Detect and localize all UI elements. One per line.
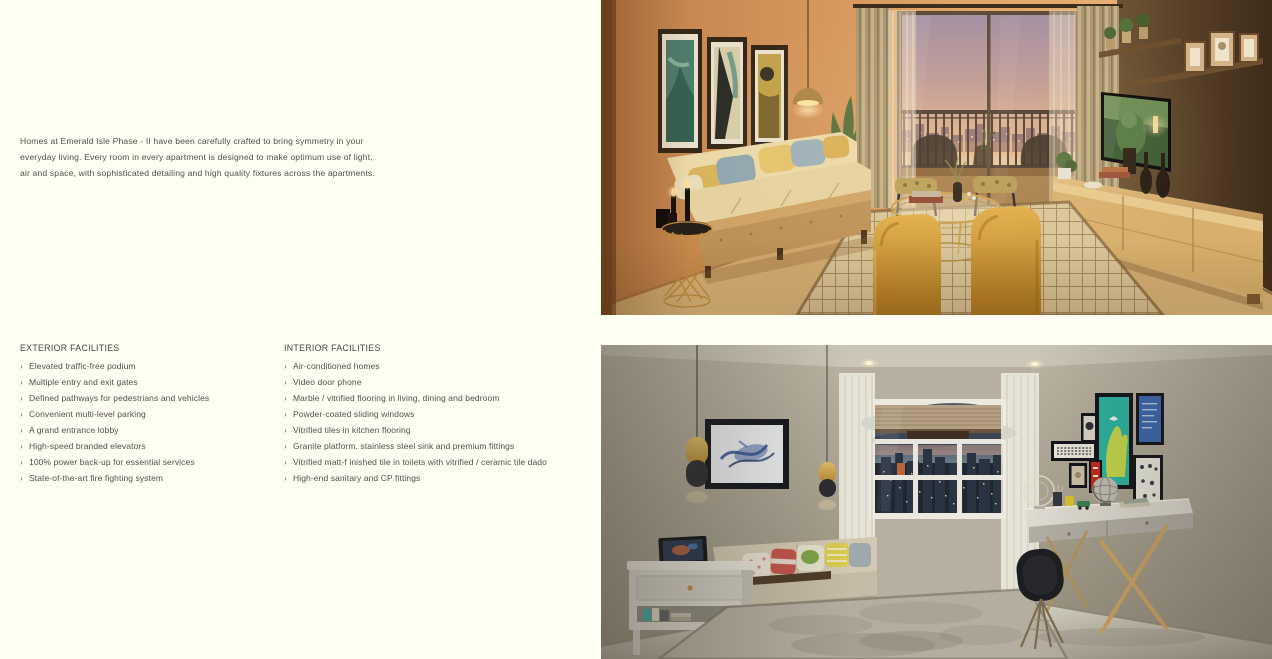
- facility-item: [20, 457, 270, 473]
- bullet-glyph: ›: [284, 393, 287, 403]
- facility-text: High-speed branded elevators: [29, 441, 146, 451]
- study-room-photo: [601, 345, 1272, 659]
- bullet-glyph: ›: [20, 425, 23, 435]
- facility-text: Elevated traffic-free podium: [29, 361, 136, 371]
- facility-item: [284, 473, 584, 489]
- bullet-glyph: ›: [284, 473, 287, 483]
- facility-item: [20, 377, 270, 393]
- bullet-glyph: ›: [20, 377, 23, 387]
- facility-text: Multiple entry and exit gates: [29, 377, 138, 387]
- bullet-glyph: ›: [284, 361, 287, 371]
- facility-item: [284, 393, 584, 409]
- facility-text: Vitrified matt-f inished tile in toilets with vitrified / ceramic tile dado: [293, 457, 547, 467]
- study-window: [861, 399, 1017, 519]
- living-room-illustration: [601, 0, 1272, 315]
- intro-paragraph: [20, 133, 420, 181]
- bullet-glyph: ›: [20, 409, 23, 419]
- bullet-glyph: ›: [284, 425, 287, 435]
- bullet-glyph: ›: [284, 409, 287, 419]
- living-room-photo: [601, 0, 1272, 315]
- facility-text: Video door phone: [293, 377, 362, 387]
- facility-item: [284, 441, 584, 457]
- bullet-glyph: ›: [20, 457, 23, 467]
- intro-line-2: everyday living. Every room in every apartment is designed to make optimum use of light,: [20, 152, 373, 162]
- bullet-glyph: ›: [20, 361, 23, 371]
- facility-text: Granite platform, stainless steel sink and premium fittings: [293, 441, 515, 451]
- facility-item: [284, 425, 584, 441]
- bullet-glyph: ›: [284, 457, 287, 467]
- facility-item: [284, 409, 584, 425]
- bullet-glyph: ›: [284, 377, 287, 387]
- facility-item: [20, 425, 270, 441]
- bullet-glyph: ›: [20, 441, 23, 451]
- facility-item: [20, 441, 270, 457]
- facility-item: [20, 473, 270, 489]
- exterior-facilities-section: [20, 343, 270, 489]
- facility-item: [20, 361, 270, 377]
- facility-item: [284, 361, 584, 377]
- intro-line-3: air and space, with sophisticated detailing and high quality fixtures across the apartments.: [20, 168, 375, 178]
- interior-facilities-heading: INTERIOR FACILITIES: [284, 343, 381, 353]
- facility-text: Air-conditioned homes: [293, 361, 380, 371]
- facility-text: State-of-the-art fire fighting system: [29, 473, 164, 483]
- study-room-illustration: [601, 345, 1272, 659]
- facility-text: Convenient multi-level parking: [29, 409, 146, 419]
- facility-text: Vitrified tiles in kitchen flooring: [293, 425, 411, 435]
- facility-text: High-end sanitary and CP fittings: [293, 473, 421, 483]
- facility-item: [20, 393, 270, 409]
- facility-text: 100% power back-up for essential services: [29, 457, 195, 467]
- intro-line-1: Homes at Emerald Isle Phase - II have been carefully crafted to bring symmetry in your: [20, 136, 364, 146]
- facility-text: Defined pathways for pedestrians and vehicles: [29, 393, 210, 403]
- facility-text: Powder-coated sliding windows: [293, 409, 415, 419]
- exterior-facilities-heading: EXTERIOR FACILITIES: [20, 343, 120, 353]
- bullet-glyph: ›: [20, 393, 23, 403]
- bullet-glyph: ›: [284, 441, 287, 451]
- exterior-facilities-list: [20, 361, 270, 489]
- facility-item: [20, 409, 270, 425]
- interior-facilities-section: [284, 343, 584, 489]
- interior-facilities-list: [284, 361, 584, 489]
- bullet-glyph: ›: [20, 473, 23, 483]
- facility-item: [284, 457, 584, 473]
- facility-text: Marble / vitrified flooring in living, dining and bedroom: [293, 393, 500, 403]
- facility-text: A grand entrance lobby: [29, 425, 119, 435]
- facility-item: [284, 377, 584, 393]
